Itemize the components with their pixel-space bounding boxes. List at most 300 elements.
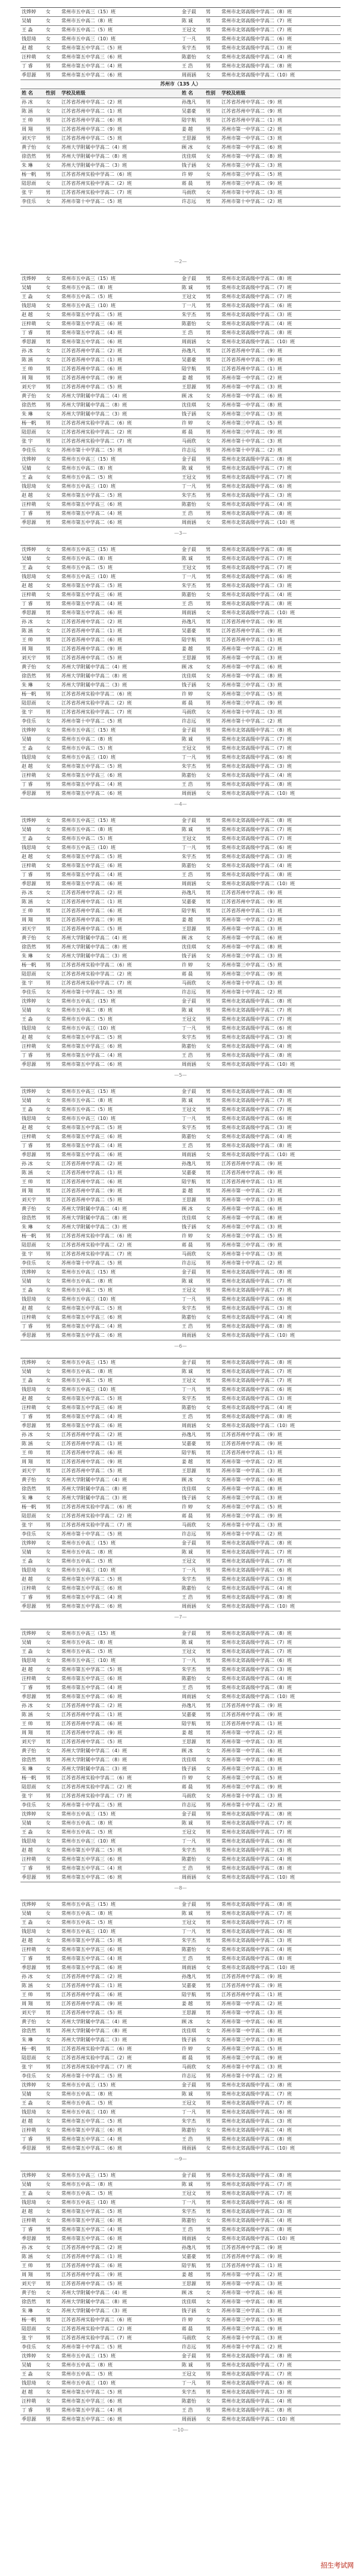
table-cell: 女 — [46, 1206, 51, 1212]
table-cell: 钱思琦 — [22, 574, 36, 579]
table-row — [20, 1720, 341, 1729]
table-cell: 苏州大学附属中学高二（4）班 — [61, 1748, 128, 1753]
table-cell: 女 — [206, 709, 211, 715]
table-cell: 常州市五中高三（15）班 — [61, 1089, 116, 1094]
table-cell: 男 — [206, 474, 211, 480]
table-cell: 常州市第五中学高三（6）班 — [61, 1585, 123, 1591]
table-cell: 丁 睿 — [22, 782, 33, 787]
table-cell: 常州市五中高二（8）班 — [61, 18, 113, 23]
table-cell: 徐浩然 — [22, 944, 36, 950]
table-row — [20, 916, 341, 925]
table-cell: 江苏省苏州实验中学高二（2）班 — [61, 1242, 132, 1248]
table-cell: 陆思雨 — [22, 700, 36, 706]
table-cell: 钱思琦 — [22, 1838, 36, 1844]
table-cell: 男 — [206, 926, 211, 932]
table-row — [20, 1322, 341, 1331]
table-cell: 苏州市第三中学高二（5）班 — [221, 2046, 283, 2052]
table-cell: 江苏省苏州中学高二（1）班 — [61, 628, 123, 633]
table-row — [20, 383, 341, 392]
table-cell: 男 — [206, 628, 211, 633]
table-cell: 李佳乐 — [22, 989, 36, 995]
table-cell: 男 — [206, 583, 211, 588]
table-cell: 苏州市第三中学高二（3）班 — [221, 2037, 283, 2042]
table-cell: 常州市北郊高级中学高二（7）班 — [221, 1369, 292, 1374]
table-cell: 男 — [206, 2254, 211, 2259]
table-cell: 陆宇航 — [182, 2263, 196, 2268]
table-cell: 常州市第五中学高三（6）班 — [61, 773, 123, 778]
table-cell: 女 — [46, 1405, 51, 1410]
table-cell: 男 — [206, 1188, 211, 1193]
table-cell: 常州市第五中学高三（6）班 — [61, 1314, 123, 1320]
table-cell: 男 — [46, 782, 51, 787]
table-cell: 黄子怡 — [22, 145, 36, 150]
table-cell: 王思源 — [182, 2010, 196, 2015]
table-cell: 钱子涵 — [182, 953, 196, 959]
table-row — [20, 654, 341, 663]
table-cell: 常州市北郊高级中学高二（3）班 — [221, 764, 292, 769]
table-cell: 江苏省苏州中学高二（1）班 — [61, 2254, 123, 2259]
table-cell: 男 — [206, 1811, 211, 1817]
table-cell: 顾 冰 — [182, 664, 193, 670]
table-cell: 常州市五中高三（15）班 — [61, 547, 116, 552]
table-cell: 常州市北郊高级中学高二（7）班 — [221, 565, 292, 570]
table-cell: 女 — [206, 610, 211, 615]
table-row — [20, 1647, 341, 1657]
table-cell: 季思源 — [22, 2416, 36, 2422]
table-row — [20, 1638, 341, 1647]
table-cell: 女 — [206, 411, 211, 417]
table-row — [20, 2352, 341, 2361]
table-cell: 钱思琦 — [22, 1296, 36, 1302]
table-cell: 常州市北郊高级中学高二（10）班 — [221, 1062, 295, 1067]
table-cell: 常州市五中高二（8）班 — [61, 1369, 113, 1374]
table-row — [20, 1160, 341, 1169]
table-cell: 苏州大学附属中学高二（8）班 — [61, 154, 128, 159]
table-cell: 男 — [206, 2263, 211, 2268]
table-cell: 江苏省苏州中学高二（6）班 — [61, 1992, 123, 1997]
table-cell: 男 — [206, 1847, 211, 1853]
table-cell: 王 浩 — [182, 872, 193, 877]
table-cell: 女 — [206, 1585, 211, 1591]
table-cell: 陈 诚 — [182, 1278, 193, 1284]
table-cell: 男 — [206, 181, 211, 186]
table-cell: 钱思琦 — [22, 36, 36, 42]
table-row — [20, 780, 341, 789]
table-cell: 女 — [46, 1369, 51, 1374]
table-cell: 男 — [206, 1929, 211, 1934]
table-cell: 男 — [206, 1414, 211, 1419]
table-cell: 许志远 — [182, 199, 196, 204]
table-row — [20, 2018, 341, 2027]
table-cell: 常州市第五中学高二（5）班 — [61, 2118, 123, 2124]
table-cell: 男 — [46, 610, 51, 615]
table-cell: 男 — [46, 1423, 51, 1428]
table-cell: 男 — [206, 2407, 211, 2413]
table-cell: 沈烨婷 — [22, 1902, 36, 1907]
table-cell: 男 — [206, 1387, 211, 1392]
table-cell: 常州市第五中学高二（5）班 — [61, 1396, 123, 1401]
table-cell: 常州市北郊高级中学高二（8）班 — [221, 2082, 292, 2088]
table-cell: 汪梓萌 — [22, 863, 36, 868]
table-row — [20, 681, 341, 690]
table-row — [20, 53, 341, 62]
table-cell: 女 — [46, 2118, 51, 2124]
table-cell: 吴嘉豪 — [182, 1983, 196, 1988]
table-cell: 苏州市第一中学高二（3）班 — [221, 135, 283, 141]
table-cell: 女 — [46, 1847, 51, 1853]
table-cell: 王 帅 — [22, 1450, 33, 1455]
table-cell: 男 — [206, 1432, 211, 1437]
table-cell: 女 — [46, 145, 51, 150]
table-cell: 顾 冰 — [182, 2290, 193, 2295]
table-cell: 朱宇杰 — [182, 1034, 196, 1040]
table-cell: 男 — [46, 1730, 51, 1735]
table-cell: 江苏省苏州中学高二（1）班 — [221, 2263, 283, 2268]
table-cell: 李佳乐 — [22, 718, 36, 724]
table-cell: 女 — [206, 1504, 211, 1510]
table-cell: 季思源 — [22, 1062, 36, 1067]
table-cell: 男 — [206, 2082, 211, 2088]
table-cell: 女 — [46, 1170, 51, 1175]
table-cell: 蒋 晨 — [182, 2326, 193, 2332]
table-cell: 男 — [46, 1179, 51, 1184]
table-cell: 常州市第五中学高二（4）班 — [61, 601, 123, 606]
table-cell: 男 — [206, 2191, 211, 2196]
table-cell: 常州市第五中学高二（6）班 — [61, 1965, 123, 1970]
table-row — [20, 1964, 341, 1973]
table-row — [20, 835, 341, 844]
table-cell: 朱宇杰 — [182, 2118, 196, 2124]
table-cell: 女 — [46, 547, 51, 552]
table-cell: 江苏省苏州中学高二（1）班 — [61, 357, 123, 362]
table-cell: 常州市第五中学高三（6）班 — [61, 1044, 123, 1049]
table-cell: 苏州大学附属中学高二（8）班 — [61, 2299, 128, 2304]
table-cell: 女 — [206, 163, 211, 168]
table-row — [20, 446, 341, 455]
table-cell: 常州市第五中学高三（6）班 — [61, 2218, 123, 2223]
table-cell: 吴婧 — [22, 1640, 31, 1645]
table-cell: 常州市北郊高级中学高二（8）班 — [221, 1902, 292, 1907]
table-cell: 王 浩 — [182, 1143, 193, 1148]
table-row — [20, 591, 341, 600]
table-row — [20, 862, 341, 871]
table-cell: 男 — [206, 998, 211, 1004]
table-cell: 女 — [46, 2055, 51, 2061]
table-cell: 常州市第五中学高二（4）班 — [61, 1956, 123, 1961]
table-cell: 刘天宇 — [22, 2281, 36, 2286]
table-cell: 女 — [206, 1947, 211, 1952]
table-cell: 女 — [46, 1748, 51, 1753]
table-cell: 苏州市第三中学高二（9）班 — [221, 2326, 283, 2332]
table-cell: 周雨涵 — [182, 72, 196, 78]
table-cell: 男 — [46, 2407, 51, 2413]
table-cell: 常州市五中高二（5）班 — [61, 1829, 113, 1835]
table-cell: 男 — [46, 1152, 51, 1157]
table-cell: 常州市第五中学高二（4）班 — [61, 1053, 123, 1058]
table-row — [20, 663, 341, 672]
table-cell: 陆宇航 — [182, 1992, 196, 1997]
table-cell: 陈 诚 — [182, 1007, 193, 1013]
table-cell: 苏州市第三中学高二（9）班 — [221, 181, 283, 186]
table-row — [20, 826, 341, 835]
table-cell: 常州市五中高二（5）班 — [61, 1016, 113, 1022]
table-cell: 常州市北郊高级中学高二（7）班 — [221, 556, 292, 561]
table-cell: 女 — [206, 863, 211, 868]
table-cell: 男 — [46, 190, 51, 195]
table-cell: 女 — [46, 1549, 51, 1555]
table-cell: 季思源 — [22, 791, 36, 796]
table-cell: 赵 越 — [22, 312, 33, 317]
table-cell: 男 — [46, 2317, 51, 2322]
table-cell: 沈烨婷 — [22, 1360, 36, 1365]
table-cell: 女 — [206, 2127, 211, 2133]
table-cell: 男 — [46, 1992, 51, 1997]
table-cell: 王 浩 — [182, 1594, 193, 1600]
table-cell: 男 — [206, 375, 211, 381]
table-cell: 江苏省苏州中学高二（2）班 — [61, 1432, 123, 1437]
table-cell: 王冠文 — [182, 1016, 196, 1022]
table-cell: 季思源 — [22, 2236, 36, 2241]
table-cell: 女 — [46, 2290, 51, 2295]
table-cell: 男 — [46, 438, 51, 444]
table-cell: 苏州市第十中学高二（2）班 — [221, 2344, 283, 2350]
table-cell: 吴婧 — [22, 736, 31, 742]
table-cell: 姜 越 — [182, 2001, 193, 2006]
table-cell: 苏州市第十中学高二（2）班 — [221, 1531, 283, 1537]
table-cell: 孙逸凡 — [182, 619, 196, 624]
table-cell: 男 — [46, 1594, 51, 1600]
table-cell: 钱子涵 — [182, 2308, 196, 2313]
table-cell: 江苏省苏州中学高二（5）班 — [61, 655, 123, 661]
table-cell: 女 — [206, 1874, 211, 1880]
table-cell: 男 — [206, 465, 211, 471]
table-cell: 姜 越 — [182, 126, 193, 132]
table-cell: 许 婷 — [182, 1504, 193, 1510]
table-cell: 男 — [206, 1287, 211, 1293]
table-row — [20, 2207, 341, 2217]
table-cell: 常州市五中高二（8）班 — [61, 1911, 113, 1916]
table-row — [20, 374, 341, 383]
table-row — [20, 1467, 341, 1476]
table-cell: 男 — [206, 447, 211, 453]
table-cell: 江苏省苏州中学高二（9）班 — [221, 899, 283, 904]
table-cell: 陈嘉怡 — [182, 1947, 196, 1952]
table-cell: 苏州市第三中学高二（3）班 — [221, 1224, 283, 1230]
table-cell: 吴婧 — [22, 1278, 31, 1284]
document-page — [20, 1358, 341, 1611]
table-cell: 刘天宇 — [22, 926, 36, 932]
table-cell: 孙 冰 — [22, 890, 33, 895]
table-cell: 女 — [206, 1694, 211, 1699]
table-cell: 常州市五中高二（5）班 — [61, 1920, 113, 1925]
table-row — [20, 726, 341, 735]
table-cell: 江苏省苏州实验中学高二（7）班 — [61, 438, 132, 444]
table-cell: 吴婧 — [22, 1820, 31, 1826]
table-row — [20, 690, 341, 699]
table-cell: 江苏省苏州实验中学高二（6）班 — [61, 2046, 132, 2052]
table-cell: 男 — [46, 1062, 51, 1067]
table-cell: 常州市五中高三（10）班 — [61, 1658, 116, 1663]
table-cell: 女 — [46, 718, 51, 724]
table-cell: 苏州市第十中学高二（5）班 — [61, 1802, 123, 1808]
table-cell: 王 淼 — [22, 1649, 33, 1654]
table-cell: 汪梓萌 — [22, 1044, 36, 1049]
table-cell: 季思源 — [22, 339, 36, 344]
table-row — [20, 1828, 341, 1837]
table-cell: 江苏省苏州实验中学高二（2）班 — [61, 2326, 132, 2332]
table-cell: 陆思雨 — [22, 971, 36, 977]
table-cell: 女 — [46, 1911, 51, 1916]
table-cell: 孙 冰 — [22, 1161, 33, 1166]
table-cell: 常州市北郊高级中学高二（3）班 — [221, 1305, 292, 1311]
table-cell: 女 — [46, 36, 51, 42]
table-cell: 许 婷 — [182, 691, 193, 697]
table-cell: 吴婧 — [22, 827, 31, 832]
table-cell: 黄子怡 — [22, 1206, 36, 1212]
table-cell: 杨一帆 — [22, 420, 36, 426]
table-cell: 马雨欣 — [182, 1251, 196, 1257]
table-cell: 王冠文 — [182, 565, 196, 570]
table-cell: 常州市北郊高级中学高二（7）班 — [221, 2182, 292, 2187]
table-row — [20, 1404, 341, 1413]
table-cell: 女 — [46, 2173, 51, 2178]
table-cell: 常州市北郊高级中学高二（10）班 — [221, 1423, 295, 1428]
table-cell: 男 — [206, 1721, 211, 1726]
table-cell: 江苏省苏州中学高二（6）班 — [61, 2263, 123, 2268]
table-cell: 苏州市第一中学高二（2）班 — [221, 646, 283, 652]
table-cell: 江苏省苏州中学高二（6）班 — [61, 1179, 123, 1184]
table-cell: 常州市北郊高级中学高二（3）班 — [221, 1667, 292, 1672]
table-cell: 女 — [46, 1314, 51, 1320]
table-row — [20, 275, 341, 284]
table-cell: 周雨涵 — [182, 1062, 196, 1067]
table-row — [20, 564, 341, 573]
table-cell: 陆思雨 — [22, 181, 36, 186]
table-cell: 男 — [46, 366, 51, 372]
table-cell: 丁一凡 — [182, 303, 196, 308]
table-cell: 黄子怡 — [22, 935, 36, 941]
table-cell: 江苏省苏州中学高二（5）班 — [61, 384, 123, 390]
table-cell: 许志远 — [182, 1802, 196, 1808]
table-cell: 男 — [206, 1278, 211, 1284]
table-row — [20, 2108, 341, 2117]
table-cell: 女 — [46, 1558, 51, 1564]
table-cell: 陈嘉怡 — [182, 321, 196, 326]
table-row — [20, 2000, 341, 2009]
table-row — [20, 8, 341, 17]
table-cell: 陈 诚 — [182, 1098, 193, 1103]
table-cell: 常州市北郊高级中学高二（3）班 — [221, 1125, 292, 1130]
table-cell: 汪梓萌 — [22, 1314, 36, 1320]
table-cell: 陆思雨 — [22, 1513, 36, 1519]
table-cell: 常州市北郊高级中学高二（8）班 — [221, 276, 292, 281]
table-cell: 苏州市第一中学高二（2）班 — [221, 375, 283, 381]
table-cell: 男 — [206, 1197, 211, 1202]
table-cell: 苏州市第十中学高二（3）班 — [221, 2064, 283, 2070]
table-cell: 徐浩然 — [22, 402, 36, 408]
table-cell: 徐浩然 — [22, 1486, 36, 1492]
table-cell: 女 — [206, 1748, 211, 1753]
table-row — [20, 753, 341, 762]
table-row — [20, 1196, 341, 1205]
section-title: 苏州市（135 人） — [20, 80, 341, 89]
table-cell: 女 — [46, 2191, 51, 2196]
table-cell: 陈嘉怡 — [182, 863, 196, 868]
table-row — [20, 1151, 341, 1160]
table-cell: 苏州市第一中学高二（3）班 — [221, 1739, 283, 1744]
table-cell: 女 — [46, 1703, 51, 1708]
table-cell: 女 — [206, 1233, 211, 1239]
table-cell: 女 — [46, 1658, 51, 1663]
table-cell: 王 帅 — [22, 1721, 33, 1726]
table-row — [20, 1982, 341, 1991]
table-cell: 常州市北郊高级中学高二（3）班 — [221, 1938, 292, 1943]
table-cell: 常州市第五中学高二（5）班 — [61, 312, 123, 317]
table-cell: 常州市北郊高级中学高二（7）班 — [221, 18, 292, 23]
table-cell: 王思源 — [182, 384, 196, 390]
table-cell: 朱宇杰 — [182, 493, 196, 498]
table-cell: 江苏省苏州中学高二（5）班 — [61, 926, 123, 932]
table-cell: 男 — [206, 1567, 211, 1573]
table-cell: 女 — [46, 99, 51, 105]
table-cell: 女 — [206, 673, 211, 679]
table-cell: 男 — [46, 375, 51, 381]
table-cell: 孙逸凡 — [182, 1703, 196, 1708]
table-cell: 金子晨 — [182, 276, 196, 281]
table-cell: 男 — [46, 2299, 51, 2304]
table-cell: 女 — [46, 736, 51, 742]
table-cell: 常州市第五中学高二（6）班 — [61, 1333, 123, 1338]
table-cell: 苏州市第十中学高二（3）班 — [221, 1793, 283, 1799]
table-cell: 沈烨婷 — [22, 1269, 36, 1275]
table-cell: 苏州市第一中学高二（3）班 — [221, 384, 283, 390]
table-cell: 常州市北郊高级中学高二（6）班 — [221, 484, 292, 489]
table-cell: 季思源 — [22, 1965, 36, 1970]
table-cell: 张 宇 — [22, 980, 33, 986]
table-cell: 苏州大学附属中学高二（4）班 — [61, 935, 128, 941]
table-cell: 女 — [46, 583, 51, 588]
table-row — [20, 925, 341, 934]
table-cell: 刘天宇 — [22, 1739, 36, 1744]
table-cell: 周 翔 — [22, 1188, 33, 1193]
table-row — [20, 2226, 341, 2235]
table-cell: 女 — [206, 2028, 211, 2033]
table-cell: 周雨涵 — [182, 791, 196, 796]
table-cell: 吴婧 — [22, 2182, 31, 2187]
table-cell: 女 — [206, 2145, 211, 2151]
table-cell: 金子晨 — [182, 1360, 196, 1365]
table-cell: 孙 冰 — [22, 1703, 33, 1708]
table-row — [20, 762, 341, 771]
table-cell: 男 — [206, 2010, 211, 2015]
table-cell: 江苏省苏州中学高二（9）班 — [221, 628, 283, 633]
table-cell: 周雨涵 — [182, 1152, 196, 1157]
table-cell: 陆思雨 — [22, 2055, 36, 2061]
table-cell: 朱宇杰 — [182, 45, 196, 51]
table-cell: 蒋 晨 — [182, 1513, 193, 1519]
table-cell: 钱子涵 — [182, 163, 196, 168]
table-cell: 常州市北郊高级中学高二（8）班 — [221, 1956, 292, 1961]
table-cell: 常州市第五中学高二（5）班 — [61, 1667, 123, 1672]
table-cell: 王 帅 — [22, 1992, 33, 1997]
table-cell: 丁一凡 — [182, 2109, 196, 2115]
table-cell: 常州市五中高二（5）班 — [61, 2191, 113, 2196]
table-cell: 常州市北郊高级中学高二（8）班 — [221, 2173, 292, 2178]
table-cell: 蒋 晨 — [182, 181, 193, 186]
table-row — [20, 961, 341, 970]
table-cell: 丁一凡 — [182, 484, 196, 489]
table-cell: 王 浩 — [182, 2227, 193, 2232]
